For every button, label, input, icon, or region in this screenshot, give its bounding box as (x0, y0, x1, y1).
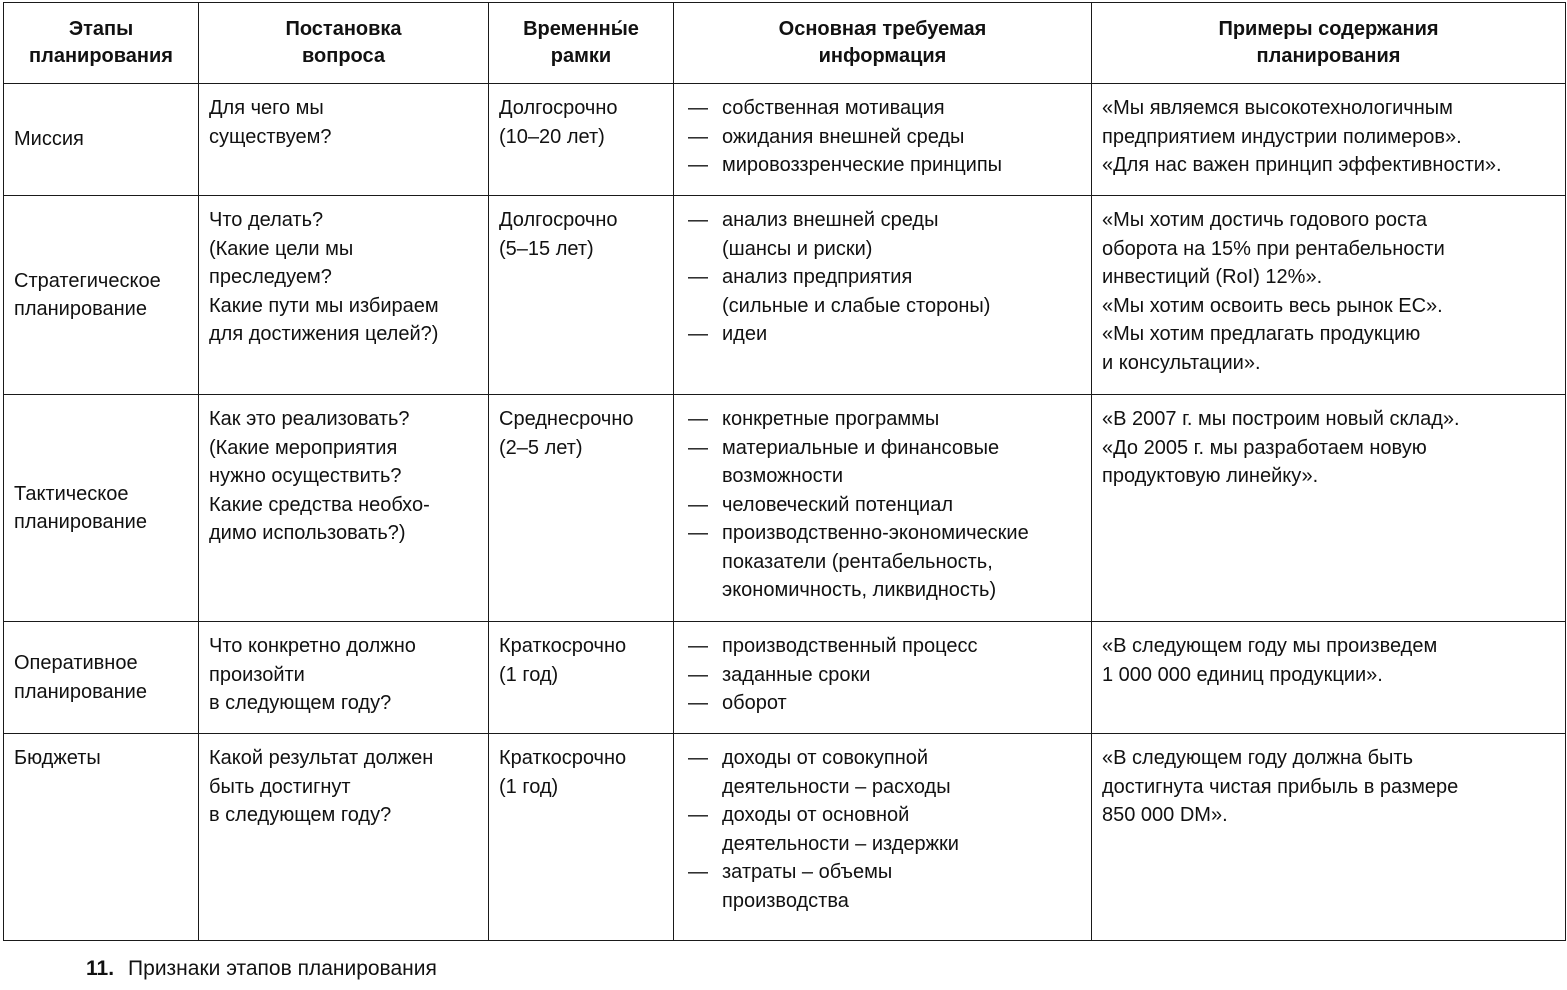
list-item-text: человеческий потенциал (722, 493, 953, 516)
text-line: Что делать? (209, 209, 324, 231)
text-line: Миссия (14, 128, 84, 151)
table-row (4, 622, 1566, 734)
text-line: планирование (14, 298, 147, 320)
list-item (684, 801, 1081, 858)
stage-cell (4, 196, 199, 395)
info-cell (674, 622, 1092, 734)
question-cell (199, 395, 489, 622)
text-line: Какой результат должен (209, 747, 434, 769)
list-item-text: конкретные программы (722, 408, 940, 430)
timeframe-cell (489, 84, 674, 196)
list-item (684, 206, 1081, 263)
text-line: Этапы (68, 18, 134, 40)
text-line: (1 год) (499, 775, 559, 798)
list-item (684, 858, 1081, 915)
stage-cell (4, 84, 199, 196)
examples-cell (1092, 196, 1566, 395)
info-list (684, 405, 1081, 605)
info-list (684, 744, 1081, 915)
list-item (684, 123, 1081, 152)
examples-cell (1092, 622, 1566, 734)
table-row (4, 734, 1566, 941)
list-item-text: собственная мотивация (722, 97, 945, 119)
header-examples (1092, 3, 1566, 84)
text-line: «В 2007 г. мы построим новый склад». (1102, 408, 1460, 430)
text-line: «В следующем году мы произведем (1102, 635, 1438, 657)
list-item-text: производственный процесс (722, 635, 978, 657)
list-item (684, 405, 1081, 434)
text-line: Для чего мы (209, 97, 324, 119)
figure-caption (86, 955, 437, 983)
list-item (684, 263, 1081, 320)
list-item-text: экономичность, ликвидность) (722, 579, 997, 601)
text-line: в следующем году? (209, 804, 392, 826)
table-row (4, 395, 1566, 622)
text-line: достигнута чистая прибыль в размере (1102, 775, 1459, 798)
dash-bullet: — (688, 804, 708, 826)
text-line: Стратегическое (14, 269, 161, 292)
list-item-text: (шансы и риски) (722, 237, 873, 260)
list-item-text: деятельности – издержки (722, 832, 959, 855)
dash-bullet: — (688, 747, 708, 769)
list-item-text: доходы от основной (722, 804, 910, 826)
text-line: планирование (14, 680, 147, 703)
text-line: для достижения целей?) (209, 323, 439, 345)
info-list (684, 206, 1081, 349)
text-line: Какие средства необхо- (209, 493, 430, 516)
planning-stages-table (3, 2, 1566, 941)
text-line: 850 000 DM». (1102, 804, 1228, 826)
list-item (684, 689, 1081, 718)
text-line: Постановка (285, 18, 402, 40)
text-line: «В следующем году должна быть (1102, 747, 1414, 769)
dash-bullet: — (688, 323, 708, 345)
list-item-text: материальные и финансовые (722, 436, 1000, 459)
list-item (684, 94, 1081, 123)
list-item-text: ожидания внешней среды (722, 125, 965, 148)
list-item-text: (сильные и слабые стороны) (722, 294, 991, 317)
text-line: преследуем? (209, 266, 332, 288)
info-list (684, 94, 1081, 180)
list-item-text: мировоззренческие принципы (722, 154, 1003, 176)
text-line: (10–20 лет) (499, 125, 605, 148)
text-line: Примеры содержания (1218, 18, 1439, 40)
info-cell (674, 395, 1092, 622)
text-line: инвестиций (RoI) 12%». (1102, 266, 1323, 288)
text-line: Как это реализовать? (209, 408, 410, 430)
timeframe-cell (489, 622, 674, 734)
text-line: планирование (14, 511, 147, 533)
list-item-text: оборот (722, 692, 787, 714)
text-line: продуктовую линейку». (1102, 465, 1319, 487)
text-line: предприятием индустрии полимеров». (1102, 125, 1462, 148)
info-cell (674, 84, 1092, 196)
examples-cell (1092, 395, 1566, 622)
text-line: Бюджеты (14, 747, 101, 769)
list-item-text: анализ внешней среды (722, 209, 939, 231)
dash-bullet: — (688, 125, 708, 148)
text-line: димо использовать?) (209, 522, 406, 544)
stage-cell (4, 734, 199, 941)
text-line: Тактическое (14, 482, 129, 505)
dash-bullet: — (688, 266, 708, 288)
text-line: (Какие мероприятия (209, 436, 398, 459)
header-timeframe (489, 3, 674, 84)
timeframe-cell (489, 196, 674, 395)
list-item (684, 661, 1081, 690)
dash-bullet: — (688, 663, 708, 686)
list-item-text: возможности (722, 465, 843, 487)
text-line: в следующем году? (209, 692, 392, 714)
text-line: вопроса (302, 45, 385, 67)
list-item-text: деятельности – расходы (722, 775, 951, 798)
list-item-text: показатели (рентабельность, (722, 550, 993, 573)
text-line: Временны́е (523, 18, 639, 40)
timeframe-cell (489, 734, 674, 941)
text-line: Что конкретно должно (209, 635, 416, 657)
info-cell (674, 196, 1092, 395)
text-line: планирования (1256, 45, 1401, 67)
text-line: «Мы хотим освоить весь рынок ЕС». (1102, 294, 1443, 317)
text-line: Какие пути мы избираем (209, 294, 439, 317)
list-item-text: идеи (722, 323, 768, 345)
dash-bullet: — (688, 436, 708, 459)
text-line: и консультации». (1102, 351, 1261, 374)
question-cell (199, 84, 489, 196)
text-line: «Мы хотим предлагать продукцию (1102, 323, 1421, 345)
text-line: информация (818, 45, 947, 67)
text-line: рамки (550, 45, 612, 67)
text-line: (2–5 лет) (499, 436, 583, 459)
text-line: Среднесрочно (499, 408, 634, 430)
dash-bullet: — (688, 209, 708, 231)
list-item (684, 632, 1081, 661)
caption-text: Признаки этапов планирования (128, 957, 437, 980)
text-line: (1 год) (499, 663, 559, 686)
question-cell (199, 734, 489, 941)
list-item (684, 434, 1081, 491)
text-line: (Какие цели мы (209, 237, 354, 260)
text-line: быть достигнут (209, 775, 351, 798)
dash-bullet: — (688, 408, 708, 430)
text-line: «Мы хотим достичь годового роста (1102, 209, 1428, 231)
timeframe-cell (489, 395, 674, 622)
stage-cell (4, 395, 199, 622)
text-line: (5–15 лет) (499, 237, 594, 260)
text-line: оборота на 15% при рентабельности (1102, 237, 1445, 260)
text-line: Долгосрочно (499, 209, 618, 231)
table-row (4, 196, 1566, 395)
list-item-text: анализ предприятия (722, 266, 913, 288)
text-line: планирования (29, 45, 173, 67)
dash-bullet: — (688, 493, 708, 516)
info-cell (674, 734, 1092, 941)
text-line: Основная требуемая (778, 18, 987, 40)
text-line: 1 000 000 единиц продукции». (1102, 663, 1383, 686)
text-line: существуем? (209, 125, 332, 148)
list-item (684, 744, 1081, 801)
question-cell (199, 196, 489, 395)
list-item (684, 519, 1081, 605)
header-stages (4, 3, 199, 84)
question-cell (199, 622, 489, 734)
text-line: «Для нас важен принцип эффективности». (1102, 154, 1502, 176)
list-item-text: затраты – объемы (722, 861, 893, 883)
text-line: «До 2005 г. мы разработаем новую (1102, 436, 1427, 459)
list-item-text: доходы от совокупной (722, 747, 929, 769)
caption-number: 11. (86, 957, 115, 980)
header-info (674, 3, 1092, 84)
text-line: произойти (209, 663, 305, 686)
text-line: «Мы являемся высокотехнологичным (1102, 97, 1453, 119)
table-row (4, 84, 1566, 196)
text-line: Оперативное (14, 652, 138, 674)
dash-bullet: — (688, 522, 708, 544)
text-line: Краткосрочно (499, 747, 627, 769)
list-item-text: производства (722, 889, 849, 912)
text-line: Долгосрочно (499, 97, 618, 119)
list-item-text: производственно-экономические (722, 522, 1029, 544)
dash-bullet: — (688, 97, 708, 119)
list-item (684, 151, 1081, 180)
list-item (684, 491, 1081, 520)
table-header-row (4, 3, 1566, 84)
stage-cell (4, 622, 199, 734)
info-list (684, 632, 1081, 718)
dash-bullet: — (688, 692, 708, 714)
dash-bullet: — (688, 861, 708, 883)
dash-bullet: — (688, 635, 708, 657)
text-line: нужно осуществить? (209, 465, 402, 487)
list-item (684, 320, 1081, 349)
header-question (199, 3, 489, 84)
examples-cell (1092, 734, 1566, 941)
dash-bullet: — (688, 154, 708, 176)
examples-cell (1092, 84, 1566, 196)
text-line: Краткосрочно (499, 635, 627, 657)
list-item-text: заданные сроки (722, 663, 871, 686)
